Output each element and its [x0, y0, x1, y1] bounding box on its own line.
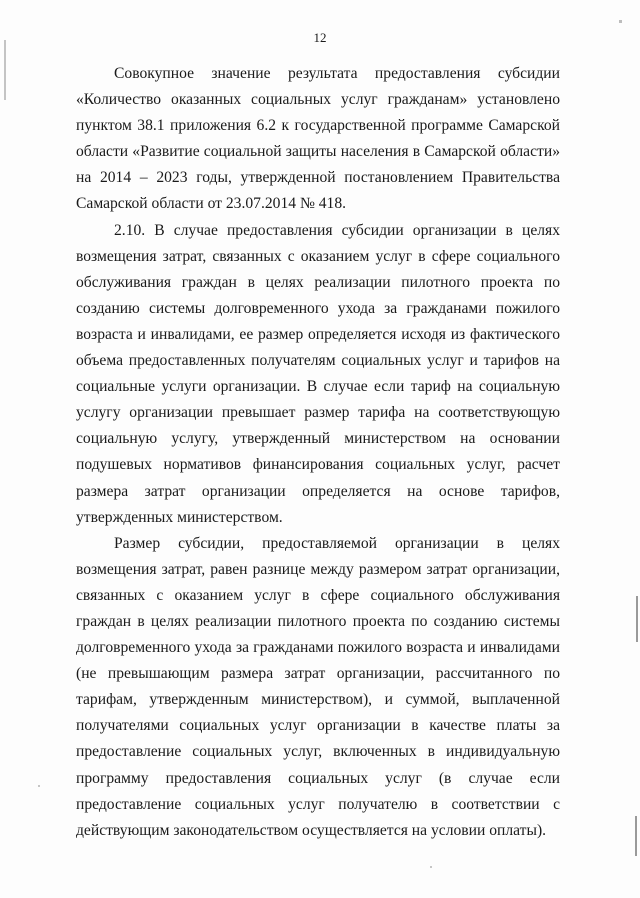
scan-speck [619, 20, 622, 23]
scan-edge-mark [636, 596, 638, 642]
paragraph-clause-2-10: 2.10. В случае предоставления субсидии организации в целях возмещения затрат, связанных с оказанием услуг в сфере социального обслуживания граждан в целях реализации пилотного проекта по созданию системы долговременного ухода за гражданами пожилого возраста и инвалидами, ее размер определяется исходя из фактического объема предоставленных получателям социальных услуг и тарифов на социальные услуги организации. В случае если тариф на социальную услугу организации превышает размер тарифа на соответствующую социальную услугу, утвержденный министерством на основании подушевых нормативов финансирования социальных услуг, расчет размера затрат организации определяется на основе тарифов, утвержденных министерством. [76, 221, 560, 526]
page-number: 12 [313, 30, 327, 45]
scan-edge-mark [4, 40, 6, 100]
scan-speck [430, 866, 432, 868]
document-body [76, 61, 560, 844]
paragraph-aggregate-value: Совокупное значение результата предоставления субсидии «Количество оказанных социальных услуг гражданам» установлено пунктом 38.1 приложения 6.2 к государственной программе Самарской области «Развитие социальной защиты населения в Самарской области» на 2014 – 2023 годы, утвержденной постановлением Правительства Самарской области от 23.07.2014 № 418. [76, 65, 560, 213]
scan-edge-mark [635, 816, 637, 856]
scan-speck [38, 785, 40, 787]
paragraph-subsidy-size: Размер субсидии, предоставляемой организации в целях возмещения затрат, равен разнице между размером затрат организации, связанных с оказанием услуг в сфере социального обслуживания граждан в целях реализации пилотного проекта по созданию системы долговременного ухода за гражданами пожилого возраста и инвалидами (не превышающим размера затрат организации, рассчитанного по тарифам, утвержденным министерством), и суммой, выплаченной получателями социальных услуг организации в качестве платы за предоставление социальных услуг, включенных в индивидуальную программу предоставления социальных услуг (в случае если предоставление социальных услуг получателю в соответствии с действующим законодательством осуществляется на условии оплаты). [76, 534, 560, 839]
